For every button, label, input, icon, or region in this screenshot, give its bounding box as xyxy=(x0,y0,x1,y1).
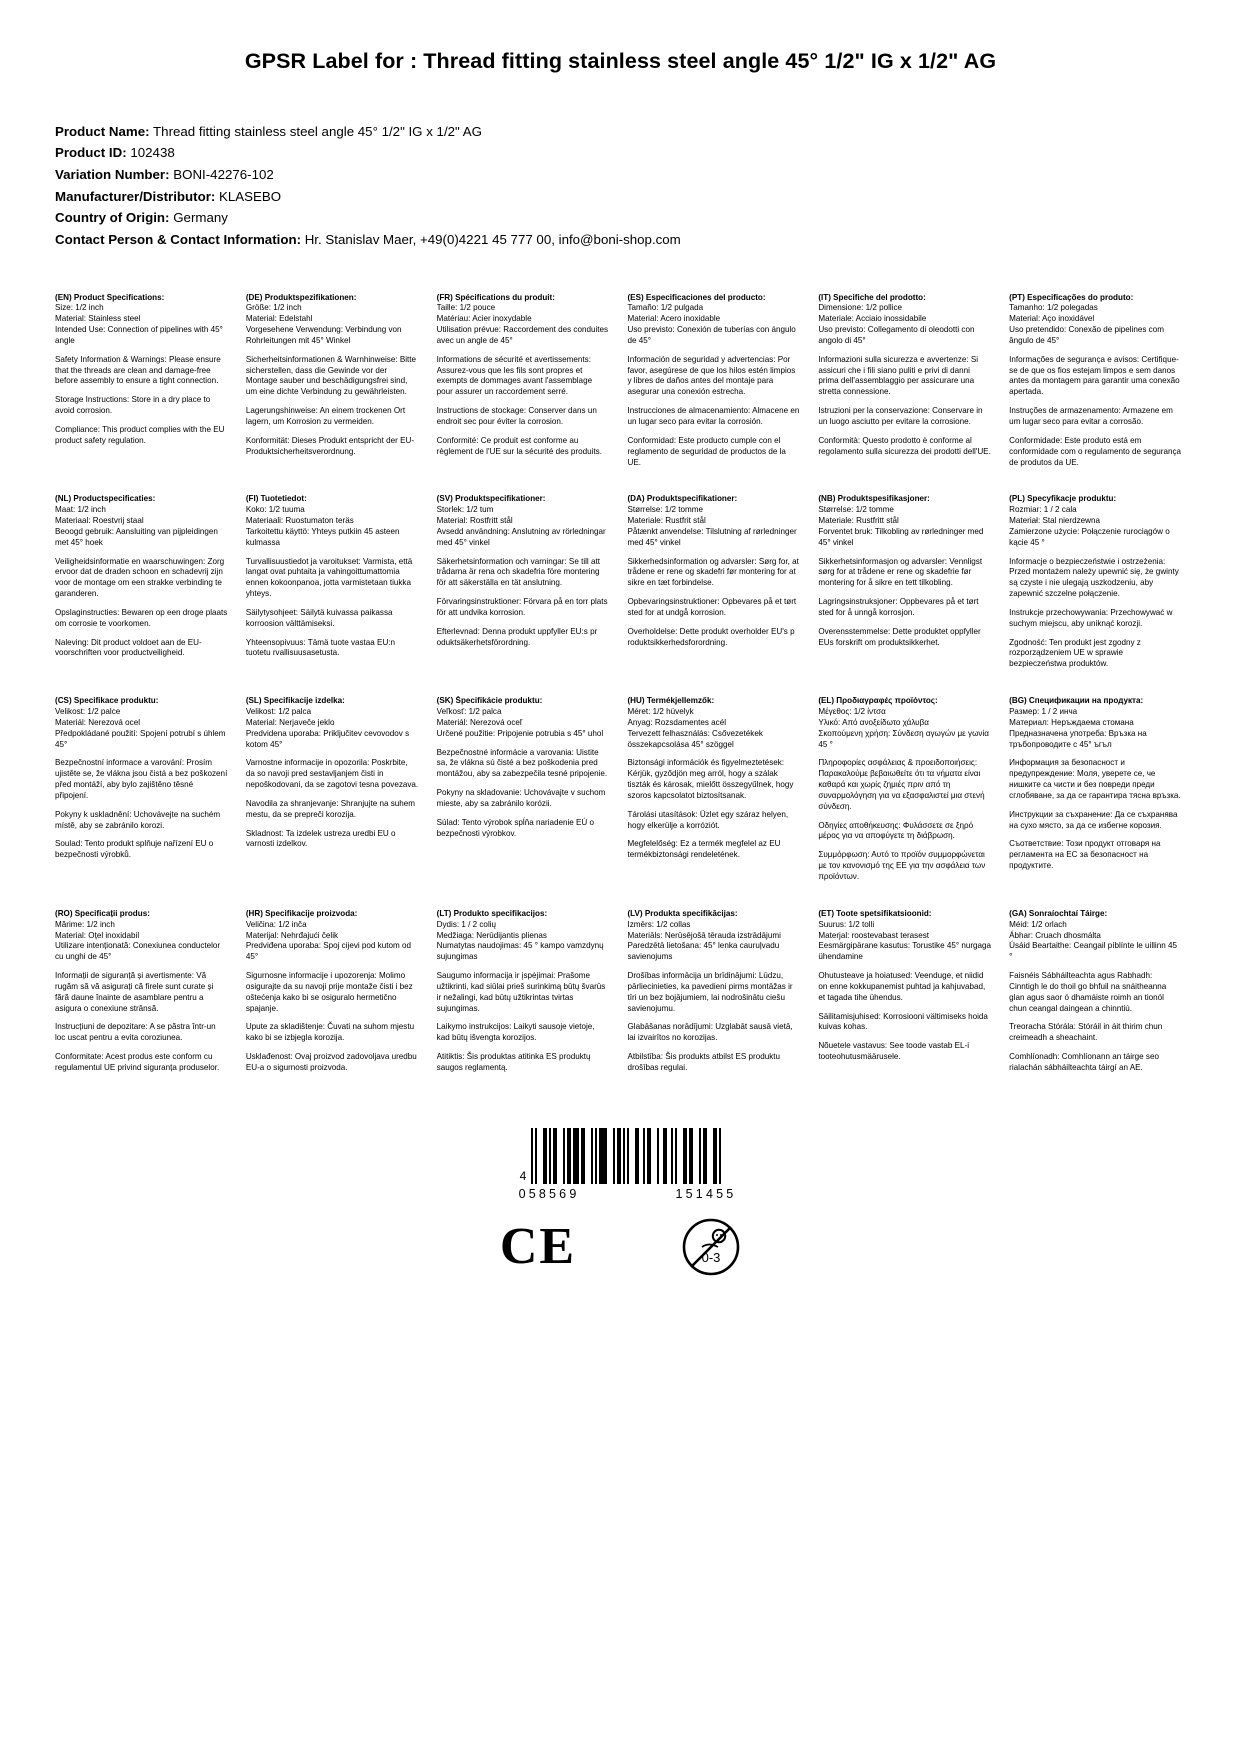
spec-cell-lt xyxy=(437,909,614,1100)
spec-heading: (LV) Produkta specifikācijas: xyxy=(627,908,738,918)
spec-para: Mărime: 1/2 inch xyxy=(55,919,115,929)
spec-para: Conformidad: Este producto cumple con el reglamento de seguridad de productos de la UE. xyxy=(627,435,786,467)
spec-para: Storage Instructions: Store in a dry place to avoid corrosion. xyxy=(55,395,211,416)
spec-para: Yhteensopivuus: Tämä tuote vastaa EU:n tuotetu rvallisuusasetusta. xyxy=(245,637,396,658)
spec-cell-et xyxy=(818,909,995,1100)
spec-para: Pokyny na skladovanie: Uchovávajte v suchom mieste, aby sa zabránilo korózii. xyxy=(436,788,606,808)
spec-para: Varnostne informacije in opozorila: Poskrbite, da so navoji pred sestavljanjem čisti in nepoškodovani, da se zagotovi tesna povezava. xyxy=(245,758,419,790)
spec-para: Veiligheidsinformatie en waarschuwingen: Zorg ervoor dat de draden schoon en schadevrij zijn voor de montage om een strakke verbinding te garanderen. xyxy=(55,556,225,599)
spec-para: Material: Edelstahl xyxy=(245,314,313,324)
spec-para: Conformità: Questo prodotto è conforme al regolamento sulla sicurezza dei prodotti dell'UE. xyxy=(818,435,991,456)
barcode-digits xyxy=(457,1187,785,1201)
spec-para: Overensstemmelse: Dette produktet oppfyller EUs forskrift om produktsikkerhet. xyxy=(818,626,981,647)
spec-para: Nõuetele vastavus: See toode vastab EL-i tooteohutusmäärusele. xyxy=(818,1041,970,1062)
spec-cell-hr xyxy=(246,909,423,1100)
spec-cell-sl xyxy=(246,696,423,909)
spec-para: Súlad: Tento výrobok spĺňa nariadenie EÚ o bezpečnosti výrobkov. xyxy=(436,817,594,838)
spec-para: Säilytysohjeet: Säilytä kuivassa paikassa korroosion välttämiseksi. xyxy=(245,607,393,628)
spec-heading: (FI) Tuotetiedot: xyxy=(245,494,307,504)
spec-heading: (NB) Produktspesifikasjoner: xyxy=(818,494,930,504)
spec-para: Navodila za shranjevanje: Shranjujte na suhem mestu, da se prepreči korozija. xyxy=(245,798,415,819)
spec-para: Uso previsto: Collegamento di oleodotti con angolo di 45° xyxy=(818,325,975,345)
spec-para: Usklađenost: Ovaj proizvod zadovoljava uredbu EU-a o sigurnosti proizvoda. xyxy=(245,1052,417,1072)
product-meta xyxy=(55,121,1186,251)
spec-para: Συμμόρφωση: Αυτό το προϊόν συμμορφώνεται με τον κανονισμό της ΕΕ για την ασφάλεια των προϊόντων. xyxy=(818,850,986,881)
spec-para: Skladnost: Ta izdelek ustreza uredbi EU o varnosti izdelkov. xyxy=(245,828,396,849)
spec-cell-nb xyxy=(818,494,995,696)
spec-heading: (FR) Spécifications du produit: xyxy=(436,292,555,302)
spec-para: Utilisation prévue: Raccordement des conduites avec un angle de 45° xyxy=(436,325,609,345)
spec-para: Uso previsto: Conexión de tuberías con ángulo de 45° xyxy=(627,325,796,345)
spec-para: Materiał: Stal nierdzewna xyxy=(1009,516,1101,526)
spec-para: Tárolási utasítások: Üzlet egy száraz helyen, hogy elkerülje a korróziót. xyxy=(627,809,789,830)
spec-para: Veličina: 1/2 inča xyxy=(245,919,307,929)
spec-para: Materiāls: Nerūsējošā tērauda izstrādājumi xyxy=(627,930,781,940)
spec-heading: (DE) Produktspezifikationen: xyxy=(245,292,357,302)
spec-para: Safety Information & Warnings: Please ensure that the threads are clean and damage-free before assembly to ensure a tight connection. xyxy=(55,354,221,386)
spec-cell-da xyxy=(627,494,804,696)
meta-row xyxy=(55,207,1186,229)
spec-para: Méret: 1/2 hüvelyk xyxy=(627,707,694,717)
language-specs-grid xyxy=(55,293,1186,1100)
spec-para: Pokyny k uskladnění: Uchovávejte na suchém místě, aby se zabránilo korozi. xyxy=(55,809,221,830)
spec-para: Anyag: Rozsdamentes acél xyxy=(627,717,727,727)
spec-para: Informazioni sulla sicurezza e avvertenze: Si assicuri che i fili siano puliti e privi di danni prima dell'assemblaggio per assicurare una stretta connessione. xyxy=(818,354,979,397)
spec-para: Säilitamisjuhised: Korrosiooni vältimiseks hoida kuivas kohas. xyxy=(818,1011,988,1032)
spec-para: Koko: 1/2 tuuma xyxy=(245,505,305,515)
spec-para: Saugumo informacija ir įspėjimai: Prašome užtikrinti, kad siūlai prieš surinkimą būtų švarūs ir nežalingi, kad būtų užtikrintas tvirtas sujungimas. xyxy=(436,971,606,1013)
spec-para: Maat: 1/2 inch xyxy=(55,505,106,515)
spec-para: Förvaringsinstruktioner: Förvara på en torr plats för att undvika korrosion. xyxy=(436,597,608,617)
spec-cell-es xyxy=(627,293,804,495)
spec-cell-cs xyxy=(55,696,232,909)
spec-cell-pl xyxy=(1009,494,1186,696)
spec-para: Méid: 1/2 orlach xyxy=(1009,919,1067,929)
spec-para: Intended Use: Connection of pipelines with 45° angle xyxy=(55,325,223,345)
spec-para: Οδηγίες αποθήκευσης: Φυλάσσετε σε ξηρό μέρος για να αποφύγετε τη διάβρωση. xyxy=(818,820,974,841)
spec-para: Tamaño: 1/2 pulgada xyxy=(627,303,704,313)
spec-para: Größe: 1/2 inch xyxy=(245,303,302,313)
spec-heading: (GA) Sonraíochtaí Táirge: xyxy=(1009,908,1108,918)
spec-para: Sikkerhetsinformasjon og advarsler: Vennligst sørg for at trådene er rene og skadefrie før montering for å sikre en tett tilkobling. xyxy=(818,556,983,588)
spec-cell-nl xyxy=(55,494,232,696)
spec-para: Úsáid Beartaithe: Ceangail píblínte le uillinn 45 ° xyxy=(1009,941,1177,962)
barcode-row xyxy=(520,1128,722,1184)
spec-para: Материал: Неръждаема стомана xyxy=(1009,717,1134,727)
spec-heading: (ES) Especificaciones del producto: xyxy=(627,292,766,302)
meta-label: Product Name: xyxy=(55,123,150,139)
barcode-left-digit: 4 xyxy=(519,1168,527,1183)
spec-cell-fr xyxy=(437,293,614,495)
barcode-group-1: 058569 xyxy=(518,1186,580,1201)
spec-heading: (LT) Produkto specifikacijos: xyxy=(436,908,548,918)
spec-para: Lagerungshinweise: An einem trockenen Ort lagern, um Korrosion zu vermeiden. xyxy=(245,406,406,426)
spec-para: Efterlevnad: Denna produkt uppfyller EU:s pr oduktsäkerhetsförordning. xyxy=(436,626,598,647)
spec-cell-el xyxy=(818,696,995,909)
spec-para: Instrucciones de almacenamiento: Almacene en un lugar seco para evitar la corrosión. xyxy=(627,406,800,426)
spec-para: Forventet bruk: Tilkobling av rørledninger med 45° vinkel xyxy=(818,526,984,547)
spec-heading: (BG) Спецификации на продукта: xyxy=(1009,696,1144,706)
spec-heading: (CS) Specifikace produktu: xyxy=(55,696,159,706)
meta-row xyxy=(55,186,1186,208)
spec-para: Comhlíonadh: Comhlíonann an táirge seo rialachán sábháilteachta táirgí an AE. xyxy=(1009,1052,1159,1072)
spec-para: Størrelse: 1/2 tomme xyxy=(818,505,894,515)
spec-para: Säkerhetsinformation och varningar: Se till att trådarna är rena och skadefria före montering för att säkerställa en tät anslutning. xyxy=(436,556,600,588)
spec-para: Velikost: 1/2 palca xyxy=(245,707,312,717)
barcode-group-2: 151455 xyxy=(675,1186,737,1201)
spec-para: Material: Stainless steel xyxy=(55,314,141,324)
spec-cell-hu xyxy=(627,696,804,909)
spec-para: Zgodność: Ten produkt jest zgodny z rozporządzeniem UE w sprawie bezpieczeństwa produktów. xyxy=(1009,637,1141,669)
spec-cell-sk xyxy=(437,696,614,909)
spec-para: Faisnéis Sábháilteachta agus Rabhadh: Cinntigh le do thoil go bhfuil na snáitheanna glan agus saor ó dhamáiste roimh an tionól chun ceangal daingean a chinntiú. xyxy=(1009,971,1167,1013)
spec-para: Drošības informācija un brīdinājumi: Lūdzu, pārliecinieties, ka pavedieni pirms montāžas ir tīri un bez bojājumiem, lai nodrošinātu ciešu savienojumu. xyxy=(627,971,793,1013)
spec-para: Předpokládané použití: Spojení potrubí s úhlem 45° xyxy=(55,728,226,749)
meta-row xyxy=(55,164,1186,186)
spec-para: Información de seguridad y advertencias: Por favor, asegúrese de que los hilos estén limpios y libres de daños antes del montaje para asegurar una conexión estrecha. xyxy=(627,354,796,397)
spec-para: Naleving: Dit product voldoet aan de EU-voorschriften voor productveiligheid. xyxy=(55,637,202,658)
meta-value: BONI-42276-102 xyxy=(173,166,274,182)
spec-para: Materiaali: Ruostumaton teräs xyxy=(245,516,354,526)
spec-cell-ro xyxy=(55,909,232,1100)
spec-para: Utilizare intenționată: Conexiunea conductelor cu unghi de 45° xyxy=(55,941,221,962)
spec-para: Taille: 1/2 pouce xyxy=(436,303,496,313)
spec-para: Opslaginstructies: Bewaren op een droge plaats om corrosie te voorkomen. xyxy=(55,607,228,628)
spec-heading: (EN) Product Specifications: xyxy=(55,292,165,302)
spec-para: Material: Rostfritt stål xyxy=(436,516,513,526)
spec-para: Material: Acero inoxidable xyxy=(627,314,721,324)
spec-para: Materijal: Nehrđajući čelik xyxy=(245,930,339,940)
spec-para: Πληροφορίες ασφάλειας & προειδοποιήσεις: Παρακαλούμε βεβαιωθείτε ότι τα νήματα είναι καθαρά και χωρίς ζημιές πριν από τη συναρμολόγηση για να εξασφαλιστεί μια στενή σύνδεση. xyxy=(818,758,985,811)
spec-heading: (HR) Specifikacije proizvoda: xyxy=(245,908,358,918)
compliance-marks xyxy=(500,1217,741,1277)
spec-para: Dimensione: 1/2 pollice xyxy=(818,303,903,313)
spec-para: Material: Nerjaveče jeklo xyxy=(245,717,335,727)
spec-para: Megfelelőség: Ez a termék megfelel az EU termékbiztonsági rendeletének. xyxy=(627,839,781,860)
spec-para: Laikymo instrukcijos: Laikyti sausoje vietoje, kad būtų išvengta korozijos. xyxy=(436,1022,595,1043)
spec-para: Sicherheitsinformationen & Warnhinweise: Bitte sicherstellen, dass die Gewinde vor der Montage sauber und beschädigungsfrei sind, um eine dichte Verbindung zu gewährleisten. xyxy=(245,354,417,397)
spec-para: Υλικό: Από ανοξείδωτο χάλυβα xyxy=(818,717,929,727)
spec-para: Tamanho: 1/2 polegadas xyxy=(1009,303,1098,313)
spec-para: Instrucțiuni de depozitare: A se păstra într-un loc uscat pentru a evita coroziunea. xyxy=(55,1022,216,1043)
spec-para: Instrukcje przechowywania: Przechowywać w suchym miejscu, aby uniknąć korozji. xyxy=(1009,607,1173,628)
spec-para: Beoogd gebruik: Aansluiting van pijpleidingen met 45° hoek xyxy=(55,526,218,547)
spec-cell-sv xyxy=(437,494,614,696)
spec-heading: (IT) Specifiche del prodotto: xyxy=(818,292,926,302)
spec-para: Určené použitie: Pripojenie potrubia s 45° uhol xyxy=(436,728,604,738)
spec-para: Vorgesehene Verwendung: Verbindung von Rohrleitungen mit 45° Winkel xyxy=(245,325,402,345)
spec-para: Predvidena uporaba: Priključitev cevovodov s kotom 45° xyxy=(245,728,410,749)
spec-para: Предназначена употреба: Връзка на тръбопроводите с 45° ъгъл xyxy=(1009,728,1147,749)
spec-para: Størrelse: 1/2 tomme xyxy=(627,505,704,515)
spec-para: Turvallisuustiedot ja varoitukset: Varmista, että langat ovat puhtaita ja vahingoittumattomia ennen kokoonpanoa, jotta varmistetaan tiukka yhteys. xyxy=(245,556,413,599)
spec-para: Zamierzone użycie: Połączenie rurociągów o kącie 45 ° xyxy=(1009,526,1170,547)
spec-para: Sigurnosne informacije i upozorenja: Molimo osigurajte da su navoji prije montaže čisti i bez oštećenja kako bi se osiguralo hermetično spajanje. xyxy=(245,971,413,1013)
meta-value: KLASEBO xyxy=(219,188,282,204)
spec-para: Информация за безопасност и предупреждение: Моля, уверете се, че нишките са чисти и без повреди преди сглобяване, за да се гарантира тясна връзка. xyxy=(1009,758,1181,800)
spec-para: Materiale: Rustfrit stål xyxy=(627,516,706,526)
spec-para: Μέγεθος: 1/2 ίντσα xyxy=(818,707,886,717)
spec-heading: (HU) Termékjellemzők: xyxy=(627,696,715,706)
spec-para: Medžiaga: Nerūdijantis plienas xyxy=(436,930,547,940)
spec-heading: (SL) Specifikacije izdelka: xyxy=(245,696,345,706)
spec-para: Matériau: Acier inoxydable xyxy=(436,314,532,324)
spec-para: Conformitate: Acest produs este conform cu regulamentul UE privind siguranța produselor. xyxy=(55,1052,220,1072)
spec-cell-en xyxy=(55,293,232,495)
spec-para: Materjal: roostevabast terasest xyxy=(818,930,929,940)
spec-para: Instruções de armazenamento: Armazene em um lugar seco para evitar a corrosão. xyxy=(1009,406,1173,426)
spec-para: Compliance: This product complies with the EU product safety regulation. xyxy=(55,424,225,445)
spec-para: Informações de segurança e avisos: Certifique-se de que os fios estejam limpos e sem danos antes da montagem para garantir uma conexão apertada. xyxy=(1009,354,1180,397)
meta-row xyxy=(55,142,1186,164)
spec-heading: (DA) Produktspecifikationer: xyxy=(627,494,738,504)
ean13-barcode xyxy=(531,1128,721,1184)
spec-para: Σκοπούμενη χρήση: Σύνδεση αγωγών με γωνία 45 ° xyxy=(818,728,989,749)
page-title: GPSR Label for : Thread fitting stainless steel angle 45° 1/2" IG x 1/2" AG xyxy=(244,49,997,73)
spec-para: Suurus: 1/2 tolli xyxy=(818,919,875,929)
spec-heading: (ET) Toote spetsifikatsioonid: xyxy=(818,908,932,918)
spec-para: Rozmiar: 1 / 2 cala xyxy=(1009,505,1077,515)
spec-cell-lv xyxy=(627,909,804,1100)
spec-heading: (SK) Špecifikácie produktu: xyxy=(436,696,543,706)
spec-para: Overholdelse: Dette produkt overholder EU's p roduktsikkerhedsforordning. xyxy=(627,626,795,647)
spec-heading: (PT) Especificações do produto: xyxy=(1009,292,1134,302)
spec-para: Materiál: Nerezová ocel xyxy=(55,717,141,727)
meta-label: Variation Number: xyxy=(55,166,170,182)
spec-para: Atitiktis: Šis produktas atitinka ES produktų saugos reglamentą. xyxy=(436,1052,591,1072)
meta-label: Contact Person & Contact Information: xyxy=(55,231,301,247)
spec-para: Materiale: Rustfritt stål xyxy=(818,516,899,526)
spec-heading: (SV) Produktspecifikationer: xyxy=(436,494,546,504)
spec-para: Upute za skladištenje: Čuvati na suhom mjestu kako bi se izbjegla korozija. xyxy=(245,1022,415,1043)
spec-para: Lagringsinstruksjoner: Oppbevares på et tørt sted for å unngå korrosjon. xyxy=(818,597,979,617)
spec-para: Materiál: Nerezová oceľ xyxy=(436,717,523,727)
spec-cell-ga xyxy=(1009,909,1186,1100)
spec-para: Glabāšanas norādījumi: Uzglabāt sausā vietā, lai izvairītos no korozijas. xyxy=(627,1022,793,1043)
spec-para: Съответствие: Този продукт отговаря на регламента на ЕС за безопасност на продуктите. xyxy=(1009,839,1161,871)
ce-mark-icon: CE xyxy=(499,1217,577,1275)
spec-para: Påtænkt anvendelse: Tilslutning af rørledninger med 45° vinkel xyxy=(627,526,797,547)
spec-para: Biztonsági információk és figyelmeztetések: Kérjük, gyződjön meg arról, hogy a szálak tiszták és károsak, mielőtt összegyűlnek, hogy szoros kapcsolatot biztosítsanak. xyxy=(627,758,794,800)
meta-row xyxy=(55,121,1186,143)
spec-heading: (RO) Specificații produs: xyxy=(55,908,150,918)
spec-para: Tervezett felhasználás: Csővezetékek összekapcsolása 45° szöggel xyxy=(627,728,763,749)
spec-para: Eesmärgipärane kasutus: Torustike 45° nurgaga ühendamine xyxy=(818,941,992,962)
spec-para: Treoracha Stórála: Stóráil in áit thirim chun creimeadh a sheachaint. xyxy=(1009,1022,1163,1043)
spec-para: Materiale: Acciaio inossidabile xyxy=(818,314,927,324)
spec-para: Sikkerhedsinformation og advarsler: Sørg for, at trådene er rene og skadefri før montering for at sikre en tæt forbindelse. xyxy=(627,556,799,588)
spec-cell-bg xyxy=(1009,696,1186,909)
spec-para: Storlek: 1/2 tum xyxy=(436,505,494,515)
spec-para: Размер: 1 / 2 инча xyxy=(1009,707,1078,717)
spec-para: Soulad: Tento produkt splňuje nařízení EU o bezpečnosti výrobků. xyxy=(55,839,214,860)
spec-para: Instructions de stockage: Conserver dans un endroit sec pour éviter la corrosion. xyxy=(436,406,597,426)
spec-para: Conformité: Ce produit est conforme au règlement de l'UE sur la sécurité des produits. xyxy=(436,435,602,456)
spec-heading: (PL) Specyfikacje produktu: xyxy=(1009,494,1117,504)
spec-para: Predviđena uporaba: Spoj cijevi pod kutom od 45° xyxy=(245,941,411,962)
spec-para: Uso pretendido: Conexão de pipelines com ângulo de 45° xyxy=(1009,325,1164,345)
spec-para: Materiaal: Roestvrij staal xyxy=(55,516,144,526)
age-label-text: 0-3 xyxy=(701,1249,721,1265)
barcode-area xyxy=(55,1128,1186,1277)
meta-value: Hr. Stanislav Maer, +49(0)4221 45 777 00, info@boni-shop.com xyxy=(304,231,681,247)
meta-value: Thread fitting stainless steel angle 45° 1/2" IG x 1/2" AG xyxy=(153,123,482,139)
spec-cell-it xyxy=(818,293,995,495)
spec-para: Avsedd användning: Anslutning av rörledningar med 45° vinkel xyxy=(436,526,606,547)
spec-cell-fi xyxy=(246,494,423,696)
spec-para: Informații de siguranță și avertismente: Vă rugăm să vă asigurați că firele sunt curate și fără daune înainte de asamblare pentru a asigura o conexiune strânsă. xyxy=(55,971,214,1013)
spec-para: Konformität: Dieses Produkt entspricht der EU-Produktsicherheitsverordnung. xyxy=(245,435,415,456)
spec-para: Atbilstība: Šis produkts atbilst ES produktu drošības regulai. xyxy=(627,1052,780,1072)
spec-para: Material: Aço inoxidável xyxy=(1009,314,1095,324)
spec-heading: (EL) Προδιαγραφές προϊόντος: xyxy=(818,696,938,706)
meta-value: Germany xyxy=(173,210,228,226)
spec-para: Informations de sécurité et avertissements: Assurez-vous que les fils sont propres et exempts de dommages avant l'assemblage pour assurer un raccordement serré. xyxy=(436,354,593,397)
spec-para: Paredzētā lietošana: 45° lenka cauruļvadu savienojums xyxy=(627,941,780,962)
spec-para: Velikost: 1/2 palce xyxy=(55,707,121,717)
spec-para: Numatytas naudojimas: 45 ° kampo vamzdynų sujungimas xyxy=(436,941,604,962)
meta-label: Manufacturer/Distributor: xyxy=(55,188,216,204)
spec-para: Conformidade: Este produto está em conformidade com o regulamento de segurança de produtos da UE. xyxy=(1009,435,1182,467)
spec-para: Bezpečnostné informácie a varovania: Uistite sa, že vlákna sú čisté a bez poškodenia pred montážou, aby sa zabezpečila tesné pripojenie. xyxy=(436,747,608,779)
spec-para: Istruzioni per la conservazione: Conservare in un luogo asciutto per evitare la corrosione. xyxy=(818,406,983,426)
spec-para: Tarkoitettu käyttö: Yhteys putkiin 45 asteen kulmassa xyxy=(245,526,400,547)
spec-para: Veľkosť: 1/2 palca xyxy=(436,707,502,717)
spec-para: Informacje o bezpieczeństwie i ostrzeżenia: Przed montażem należy upewnić się, że gwinty są czyste i nie ulegają uszkodzeniu, aby zapewnić szczelne połączenie. xyxy=(1009,556,1179,599)
spec-cell-pt xyxy=(1009,293,1186,495)
spec-para: Bezpečnostní informace a varování: Prosím ujistěte se, že vlákna jsou čistá a bez poškození před montáží, aby bylo zajištěno těsné připojení. xyxy=(55,758,228,800)
spec-cell-de xyxy=(246,293,423,495)
spec-para: Ábhar: Cruach dhosmálta xyxy=(1009,930,1101,940)
spec-para: Инструкции за съхранение: Да се съхранява на сухо място, за да се избегне корозия. xyxy=(1009,809,1178,830)
spec-para: Size: 1/2 inch xyxy=(55,303,104,313)
meta-label: Country of Origin: xyxy=(55,210,170,226)
spec-para: Dydis: 1 / 2 colių xyxy=(436,919,497,929)
spec-para: Opbevaringsinstruktioner: Opbevares på et tørt sted for at undgå korrosion. xyxy=(627,597,797,617)
spec-para: Material: Oțel inoxidabil xyxy=(55,930,140,940)
meta-value: 102438 xyxy=(130,145,175,161)
spec-para: Ohutusteave ja hoiatused: Veenduge, et niidid on enne kokkupanemist puhtad ja kahjuvabad, et tagada tihe ühendus. xyxy=(818,971,986,1002)
meta-label: Product ID: xyxy=(55,145,127,161)
spec-heading: (NL) Productspecificaties: xyxy=(55,494,156,504)
meta-row xyxy=(55,229,1186,251)
spec-para: Izmērs: 1/2 collas xyxy=(627,919,691,929)
age-warning-0-3-icon xyxy=(681,1217,741,1277)
